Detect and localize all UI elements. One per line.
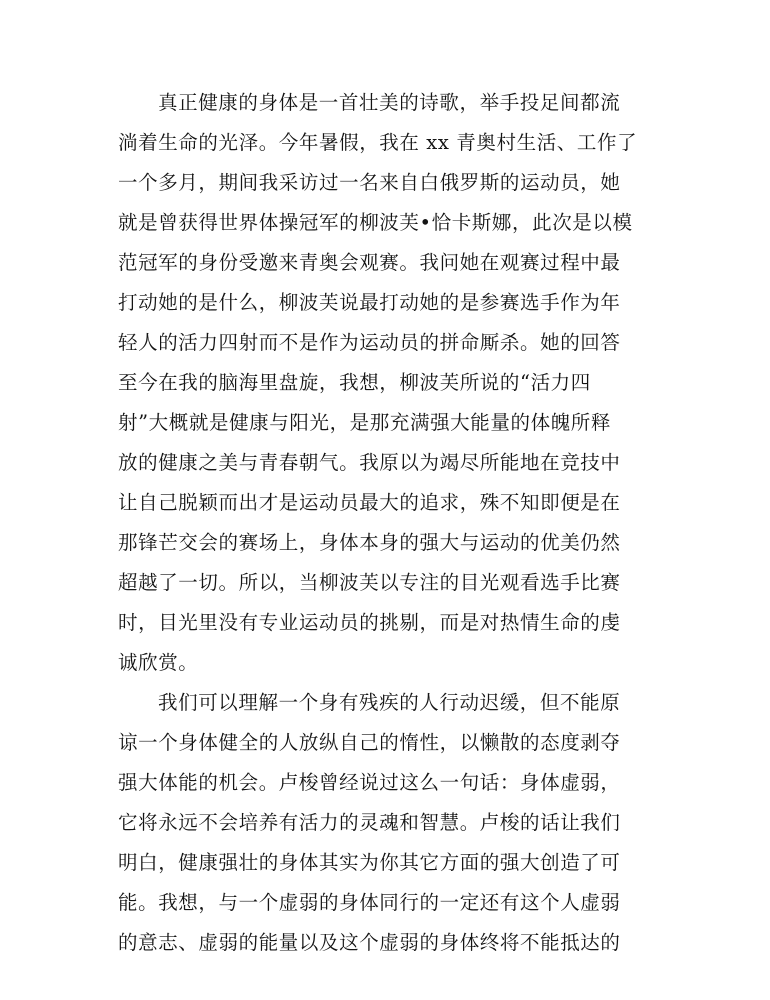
text-line: 真正健康的身体是一首壮美的诗歌，举手投足间都流	[158, 91, 621, 114]
text-line: 时，目光里没有专业运动员的挑剔，而是对热情生命的虔	[118, 611, 621, 634]
text-line: 淌着生命的光泽。今年暑假，我在 xx 青奥村生活、工作了	[118, 131, 638, 154]
text-line: 一个多月，期间我采访过一名来自白俄罗斯的运动员，她	[118, 171, 621, 194]
text-line: 射”大概就是健康与阳光，是那充满强大能量的体魄所释	[118, 411, 611, 434]
text-line: 打动她的是什么，柳波芙说最打动她的是参赛选手作为年	[118, 291, 621, 314]
text-line: 诚欣赏。	[118, 651, 199, 674]
text-line: 谅一个身体健全的人放纵自己的惰性，以懒散的态度剥夺	[118, 731, 621, 754]
text-line: 明白，健康强壮的身体其实为你其它方面的强大创造了可	[118, 851, 621, 874]
text-line: 强大体能的机会。卢梭曾经说过这么一句话：身体虚弱，	[118, 771, 621, 794]
text-line: 放的健康之美与青春朝气。我原以为竭尽所能地在竞技中	[118, 451, 621, 474]
text-line: 那锋芒交会的赛场上，身体本身的强大与运动的优美仍然	[118, 531, 621, 554]
text-line: 让自己脱颖而出才是运动员最大的追求，殊不知即便是在	[118, 491, 621, 514]
text-line: 就是曾获得世界体操冠军的柳波芙•恰卡斯娜，此次是以模	[118, 211, 633, 234]
text-line: 能。我想，与一个虚弱的身体同行的一定还有这个人虚弱	[118, 891, 621, 914]
text-line: 我们可以理解一个身有残疾的人行动迟缓，但不能原	[158, 691, 621, 714]
text-line: 超越了一切。所以，当柳波芙以专注的目光观看选手比赛	[118, 571, 621, 594]
text-line: 至今在我的脑海里盘旋，我想，柳波芙所说的“活力四	[118, 371, 591, 394]
text-line: 它将永远不会培养有活力的灵魂和智慧。卢梭的话让我们	[118, 811, 621, 834]
text-line: 轻人的活力四射而不是作为运动员的拼命厮杀。她的回答	[118, 331, 621, 354]
text-line: 范冠军的身份受邀来青奥会观赛。我问她在观赛过程中最	[118, 251, 621, 274]
text-line: 的意志、虚弱的能量以及这个虚弱的身体终将不能抵达的	[118, 931, 621, 954]
